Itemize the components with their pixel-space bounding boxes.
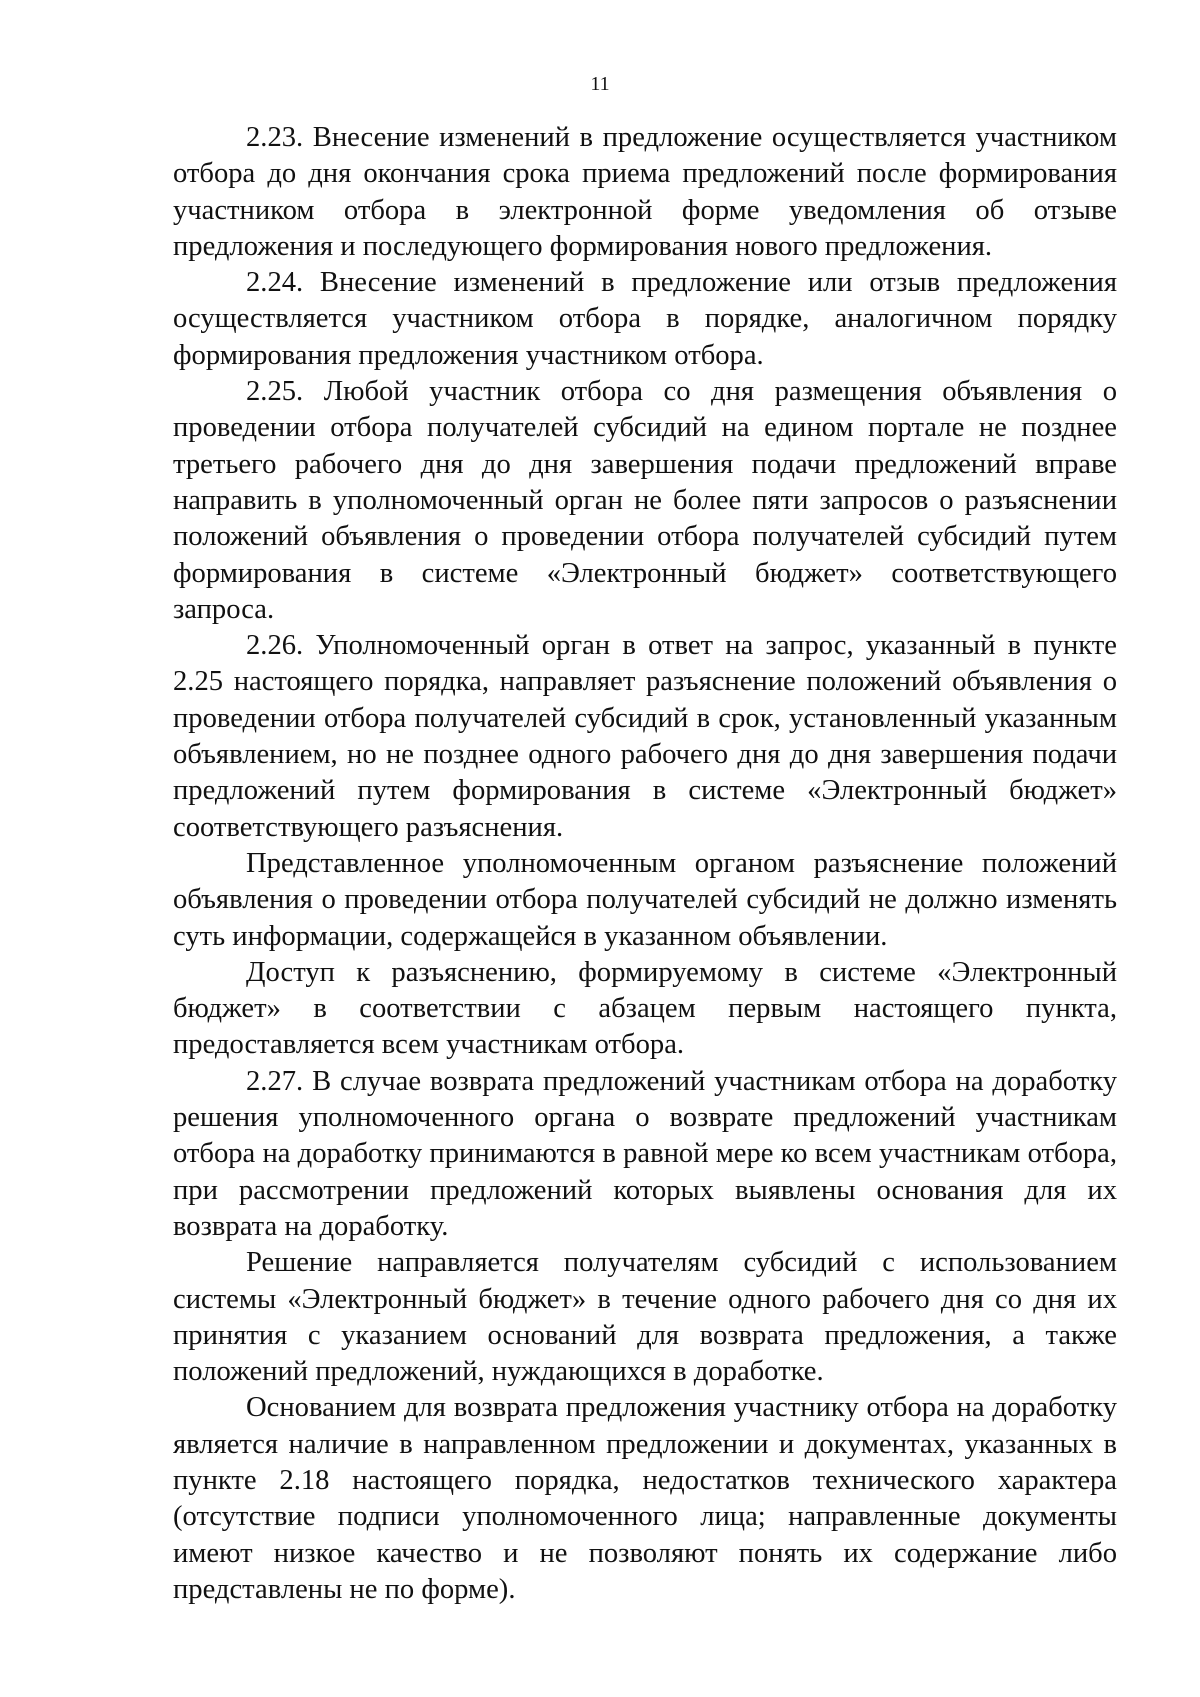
paragraph-2-26-clarification-scope: Представленное уполномоченным органом разъяснение положений объявления о проведении отбора получателей субсидий не должно изменять суть информации, содержащейся в указанном объявлении. [173,847,1117,952]
paragraph-2-27-grounds: Основанием для возврата предложения участнику отбора на доработку является наличие в направленном предложении и документах, указанных в пункте 2.18 настоящего порядка, недостатков технического характера (отсутствие подписи уполномоченного лица; направленные документы имеют низкое качество и не позволяют понять их содержание либо представлены не по форме). [173,1392,1117,1605]
paragraph-2-27: 2.27. В случае возврата предложений участникам отбора на доработку решения уполномоченного органа о возврате предложений участникам отбора на доработку принимаются в равной мере ко всем участникам отбора, при рассмотрении предложений которых выявлены основания для их возврата на доработку. [173,1065,1117,1242]
paragraph-2-26: 2.26. Уполномоченный орган в ответ на запрос, указанный в пункте 2.25 настоящего порядка, направляет разъяснение положений объявления о проведении отбора получателей субсидий в срок, установленный указанным объявлением, но не позднее одного рабочего дня до дня завершения подачи предложений путем формирования в системе «Электронный бюджет» соответствующего разъяснения. [173,630,1117,843]
paragraph-2-27-decision: Решение направляется получателям субсидий с использованием системы «Электронный бюджет» в течение одного рабочего дня со дня их принятия с указанием оснований для возврата предложения, а также положений предложений, нуждающихся в доработке. [173,1247,1117,1388]
paragraph-2-26-clarification-access: Доступ к разъяснению, формируемому в системе «Электронный бюджет» в соответствии с абзацем первым настоящего пункта, предоставляется всем участникам отбора. [173,956,1117,1061]
document-body [173,120,1117,1608]
paragraph-2-23: 2.23. Внесение изменений в предложение осуществляется участником отбора до дня окончания срока приема предложений после формирования участником отбора в электронной форме уведомления об отзыве предложения и последующего формирования нового предложения. [173,122,1117,262]
paragraph-2-24: 2.24. Внесение изменений в предложение или отзыв предложения осуществляется участником отбора в порядке, аналогичном порядку формирования предложения участником отбора. [173,267,1117,371]
paragraph-2-25: 2.25. Любой участник отбора со дня размещения объявления о проведении отбора получателей субсидий на едином портале не позднее третьего рабочего дня до дня завершения подачи предложений вправе направить в уполномоченный орган не более пяти запросов о разъяснении положений объявления о проведении отбора получателей субсидий путем формирования в системе «Электронный бюджет» соответствующего запроса. [173,376,1117,625]
page-number: 11 [590,73,610,95]
